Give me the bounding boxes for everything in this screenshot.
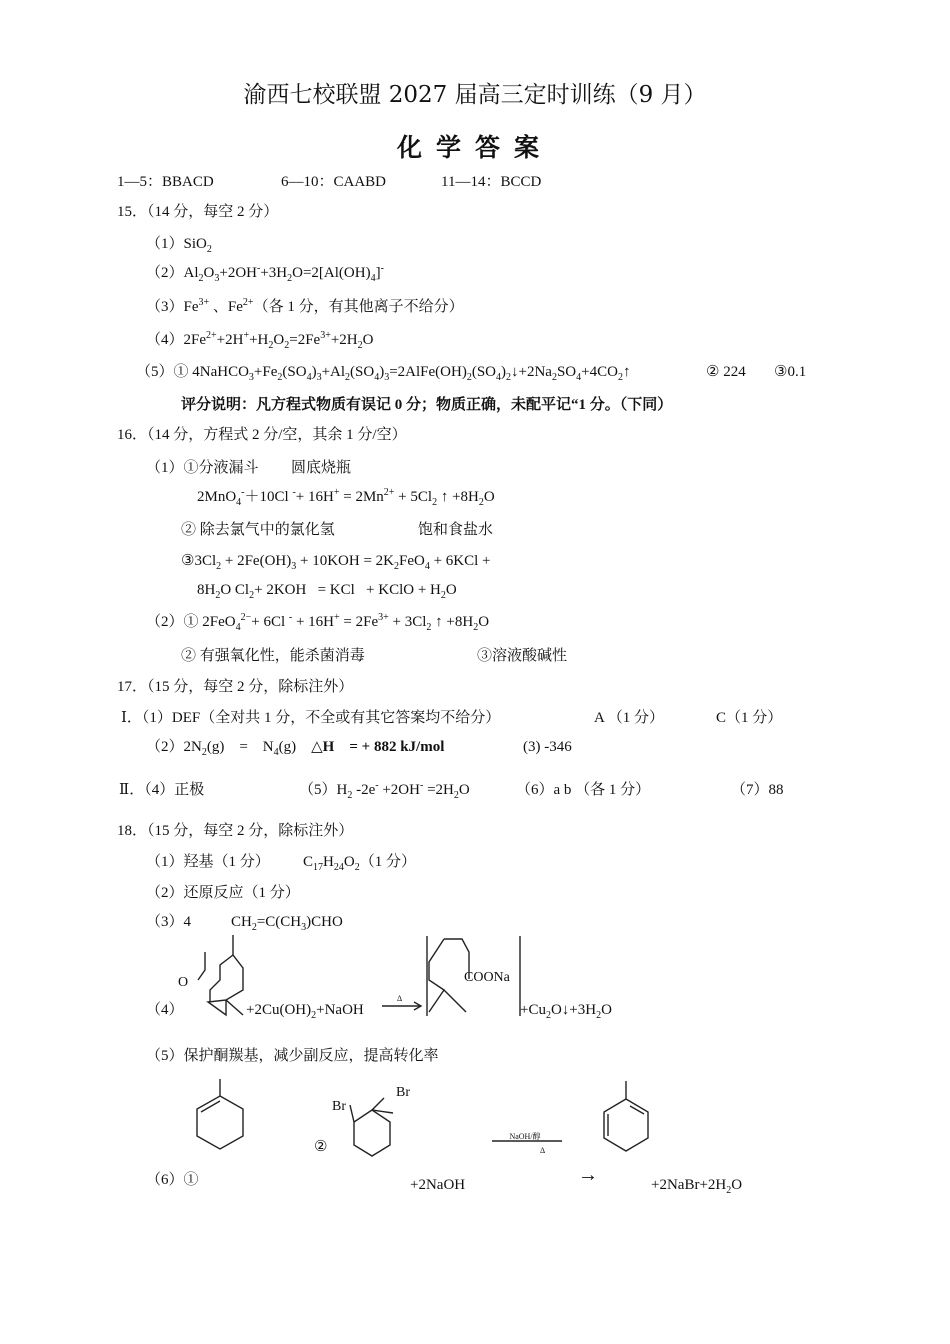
mc-answers-11-14: 11—14：BCCD (441, 174, 542, 190)
dibromo-methylcyclohexane-structure (330, 1080, 420, 1160)
page-title: 渝西七校联盟 2027 届高三定时训练（9 月） (243, 82, 707, 108)
q16-answer-1a: （1）①分液漏斗 (146, 460, 259, 476)
q17-answer-4: Ⅱ．（4）正极 (119, 782, 205, 798)
q18-answer-4-products: $+Cu_2O↓+3H_2O$ (520, 1002, 612, 1021)
methylcyclohexadiene-structure (596, 1078, 660, 1158)
q18-answer-6-products: $+2NaBr+2H_2O$ (651, 1177, 743, 1196)
q15-answer-4: $(4)2Fe^{2+}+2H^++H_2O_2=2Fe^{3+}+2H_2O$ (146, 330, 374, 351)
q16-answer-2c: ③溶液酸碱性 (477, 648, 568, 664)
q17-answer-6: （6）a b （各 1 分） (516, 782, 651, 798)
q16-answer-1d: 饱和食盐水 (418, 522, 494, 538)
q17-answer-2: $(2)2N_2(g)$ = $N_4(g)$ △H = + 882 kJ/mol (146, 739, 445, 758)
q18-answer-6-label: （6）① (146, 1172, 199, 1188)
q18-answer-2: （2）还原反应（1 分） (146, 885, 300, 901)
q15-answer-3: $(3)Fe^{3+}$ 、$Fe^{2+}$（各 1 分，有其他离子不给分） (146, 297, 464, 315)
q15-answer-2: $(2)Al_2O_3+2OH^-+3H_2O=2[Al(OH)_4]^-$ (146, 263, 384, 284)
q15-heading: 15．（14 分，每空 2 分） (117, 204, 279, 220)
q17-answer-1b: A （1 分） (594, 710, 665, 726)
reactant-aldehyde-structure (170, 930, 250, 1020)
bromine-label-1: Br (396, 1085, 410, 1100)
carboxylate-group-label: COONa (464, 970, 510, 985)
reaction-condition-6 (490, 1126, 566, 1156)
q15-answer-5b: ② 224 (706, 364, 746, 380)
mc-answers-6-10: 6—10：CAABD (281, 174, 387, 190)
q16-equation-2: $③3Cl_2 + 2Fe(OH)_3 + 10KOH = 2K_2FeO_4 + 6KCl$ + (181, 553, 491, 572)
mc-answers-1-5: 1—5：BBACD (117, 174, 214, 190)
q16-heading: 16．（14 分，方程式 2 分/空，其余 1 分/空） (117, 427, 407, 443)
q18-heading: 18．（15 分，每空 2 分，除标注外） (117, 823, 354, 839)
q18-answer-6-circle2: ② (314, 1139, 328, 1155)
q17-answer-1a: Ⅰ．（1）DEF（全对共 1 分，不全或有其它答案均不给分） (121, 710, 501, 726)
q17-heading: 17．（15 分，每空 2 分，除标注外） (117, 679, 354, 695)
bromine-label-2: Br (332, 1099, 346, 1114)
q18-answer-4-label: （4） (146, 1002, 184, 1018)
methylcyclohexene-structure (190, 1076, 260, 1156)
reaction-arrow-4 (380, 992, 426, 1012)
q16-equation-4: （2）① 2FeO$_4^{2-}$+ 6Cl $^- + 16H^+ = 2Fe^{3+} + 3Cl_2$ ↑ $+8H_2O$ (146, 612, 490, 633)
q18-answer-3b: $CH_2=C(CH_3)CHO$ (231, 914, 343, 933)
aldehyde-oxygen-label: O (178, 975, 189, 990)
q18-answer-1a: （1）羟基（1 分） (146, 854, 270, 870)
q16-answer-2b: ② 有强氧化性，能杀菌消毒 (181, 648, 365, 664)
q16-equation-3: $8H_2O$ $Cl_2+ 2KOH$ = KCl + KClO + $H_2O$ (197, 582, 457, 601)
q18-answer-6-naoh: +2NaOH (410, 1177, 466, 1193)
q17-answer-5: $(5)H_2$ $-2e^- +2OH^- =2H_2O$ (299, 780, 470, 801)
q16-answer-1b: 圆底烧瓶 (291, 460, 352, 476)
heat-condition: Δ (397, 994, 403, 1003)
q18-answer-4-reagents: $+2Cu(OH)_2+NaOH$ (246, 1002, 364, 1021)
q17-answer-1c: C（1 分） (716, 710, 783, 726)
product-carboxylate-structure (424, 934, 524, 1018)
q18-answer-1b: $C_{17}H_{24}O_2(1$ 分） (303, 854, 416, 873)
q17-answer-3: (3) -346 (523, 739, 572, 755)
q18-answer-5: （5）保护酮羰基，减少副反应，提高转化率 (146, 1048, 439, 1064)
q15-answer-1: （1）SiO$_2$ (146, 236, 212, 255)
q16-equation-1: 2MnO$_4$-＋10Cl $^-+ 16H^+ = 2Mn^{2+} + 5Cl_2$ ↑ $+8H_2O$ (197, 487, 495, 508)
scoring-note: 评分说明：凡方程式物质有误记 0 分；物质正确，未配平记“1 分。（下同） (181, 397, 673, 413)
page-subtitle: 化学答案 (396, 133, 553, 162)
q18-answer-6-arrow: → (578, 1164, 598, 1186)
q18-answer-3a: （3）4 (146, 914, 192, 930)
q15-answer-5: （5）① $4NaHCO_3+Fe_2(SO_4)_3+Al_2(SO_4)_3=2AlFe(OH)_2(SO_4)_2↓+2Na_2SO_4+4CO_2↑$ (136, 364, 631, 383)
q16-answer-1c: ② 除去氯气中的氯化氢 (181, 522, 335, 538)
q15-answer-5c: ③0.1 (774, 364, 807, 380)
condition-bottom: Δ (540, 1146, 546, 1155)
q17-answer-7: （7）88 (731, 782, 784, 798)
condition-top: NaOH/醇 (509, 1132, 541, 1141)
